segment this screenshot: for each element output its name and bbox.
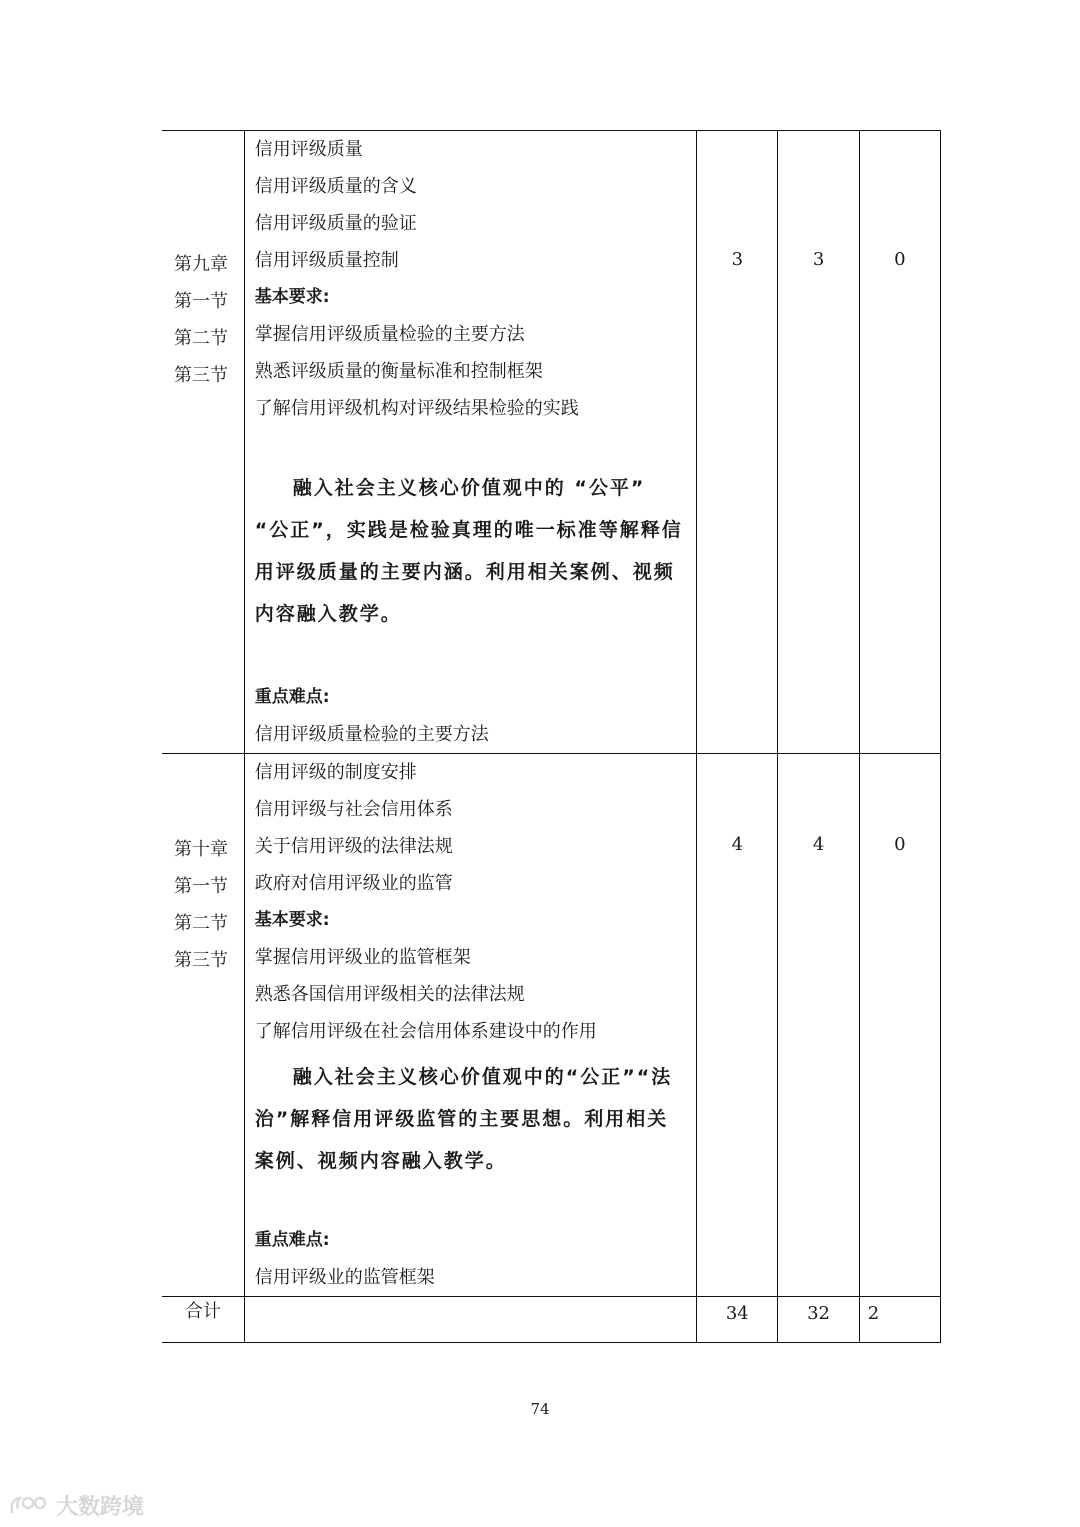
- total-label: 合计: [162, 1297, 244, 1343]
- chapter9-total-hours: 3: [697, 131, 778, 754]
- key-points-heading: 重点难点:: [254, 687, 330, 707]
- chapter10-practice-hours: 0: [859, 754, 940, 1297]
- key-point-line: 信用评级业的监管框架: [254, 1267, 435, 1288]
- requirement-line: 掌握信用评级业的监管框架: [254, 947, 471, 968]
- ideology-paragraph: 融入社会主义核心价值观中的 “公平” “公正”，实践是检验真理的唯一标准等解释信用评级质量的主要内涵。利用相关案例、视频内容融入教学。: [254, 477, 683, 625]
- total-hours: 34: [697, 1297, 778, 1343]
- section-label: 第二节: [174, 328, 228, 349]
- requirements-heading: 基本要求:: [254, 287, 330, 307]
- requirements-heading: 基本要求:: [254, 910, 330, 930]
- total-lecture-hours: 32: [778, 1297, 859, 1343]
- section-label: 第十章: [174, 839, 228, 860]
- requirement-line: 熟悉各国信用评级相关的法律法规: [254, 984, 525, 1005]
- chapter9-sections-cell: [162, 131, 244, 754]
- chapter10-content-cell: [244, 754, 696, 1297]
- page-number: 74: [530, 1400, 550, 1418]
- topic-line: 关于信用评级的法律法规: [254, 836, 453, 857]
- requirement-line: 了解信用评级机构对评级结果检验的实践: [254, 398, 579, 419]
- section-label: 第三节: [174, 365, 228, 386]
- section-label: 第一节: [174, 291, 228, 312]
- topic-line: 信用评级与社会信用体系: [254, 799, 453, 820]
- key-points-heading: 重点难点:: [254, 1230, 330, 1250]
- section-label: 第九章: [174, 254, 228, 275]
- syllabus-table: [162, 130, 941, 1343]
- topic-line: 信用评级质量: [254, 139, 363, 160]
- requirement-line: 熟悉评级质量的衡量标准和控制框架: [254, 361, 543, 382]
- total-row: [162, 1297, 941, 1343]
- chapter9-content-cell: [244, 131, 696, 754]
- watermark: [8, 1490, 144, 1521]
- topic-line: 信用评级的制度安排: [254, 762, 417, 783]
- total-practice-hours: 2: [859, 1297, 940, 1343]
- chapter10-total-hours: 4: [697, 754, 778, 1297]
- watermark-logo-icon: [8, 1493, 52, 1519]
- chapter9-practice-hours: 0: [859, 131, 940, 754]
- chapter10-lecture-hours: 4: [778, 754, 859, 1297]
- chapter10-sections-cell: [162, 754, 244, 1297]
- total-content-cell: [244, 1297, 696, 1343]
- section-label: 第一节: [174, 876, 228, 897]
- requirement-line: 了解信用评级在社会信用体系建设中的作用: [254, 1021, 597, 1042]
- topic-line: 信用评级质量控制: [254, 250, 399, 271]
- topic-line: 政府对信用评级业的监管: [254, 873, 453, 894]
- topic-line: 信用评级质量的含义: [254, 176, 417, 197]
- section-label: 第二节: [174, 913, 228, 934]
- watermark-text: 大数跨境: [56, 1495, 145, 1520]
- chapter9-row: [162, 131, 941, 754]
- key-point-line: 信用评级质量检验的主要方法: [254, 724, 489, 745]
- chapter9-lecture-hours: 3: [778, 131, 859, 754]
- topic-line: 信用评级质量的验证: [254, 213, 417, 234]
- chapter10-row: [162, 754, 941, 1297]
- section-label: 第三节: [174, 950, 228, 971]
- ideology-paragraph: 融入社会主义核心价值观中的“公正”“法治”解释信用评级监管的主要思想。利用相关案例、视频内容融入教学。: [254, 1066, 673, 1172]
- requirement-line: 掌握信用评级质量检验的主要方法: [254, 324, 525, 345]
